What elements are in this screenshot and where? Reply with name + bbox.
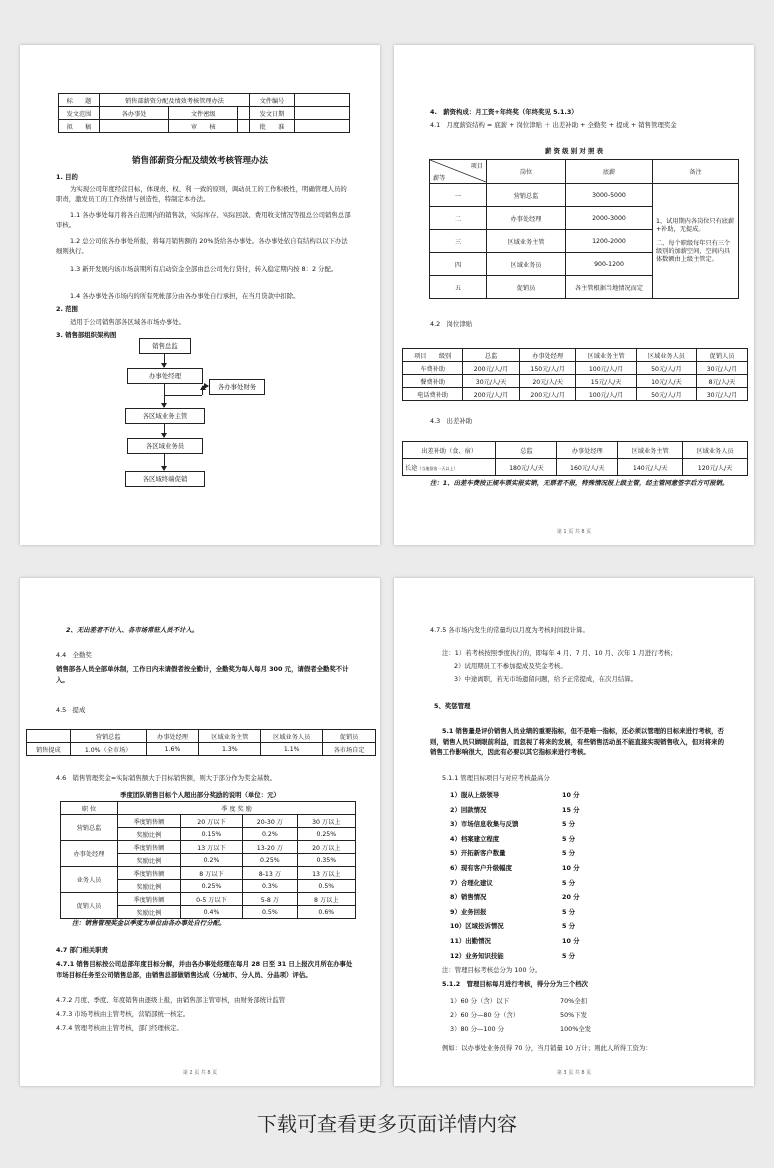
score-item xyxy=(450,790,650,805)
header-cell: 批 准 xyxy=(250,120,295,133)
score-item-points: 5 分 xyxy=(562,849,576,858)
score-item-label: 9）业务回报 xyxy=(450,907,487,916)
header-cell xyxy=(100,120,169,133)
commission-cell: 1.3% xyxy=(199,743,261,756)
grade-header-level: 薪等 xyxy=(433,175,446,182)
grade-note: 1、试用期内各岗位只有底薪+补助，无提成。 xyxy=(656,218,735,233)
commission-header-cell: 促销员 xyxy=(323,730,376,743)
score-item-points: 15 分 xyxy=(562,805,580,814)
paragraph: 4.3 出差补助 xyxy=(430,417,473,425)
salary-grade-table xyxy=(429,159,739,299)
allowance-cell: 10元/人/天 xyxy=(636,375,696,388)
org-node-regional-supervisor: 各区域业务主管 xyxy=(125,408,205,424)
paragraph: 例如：以办事处业务员得 70 分，当月销量 10 万计；则此人所得工资为： xyxy=(442,1044,652,1052)
score-item-label: 6）现有客户升级幅度 xyxy=(450,863,512,872)
travel-row-sub: （当地留宿一天以上） xyxy=(417,465,458,471)
page-footer: 第 3 页 共 8 页 xyxy=(556,1070,592,1076)
header-cell: 文件编号 xyxy=(250,94,295,107)
allowance-cell: 200元/人/月 xyxy=(463,388,520,401)
allowance-cell: 30元/人/月 xyxy=(697,388,748,401)
doc-title: 销售部薪资分配及绩效考核管理办法 xyxy=(131,156,268,166)
travel-header-cell: 总监 xyxy=(496,442,557,459)
grade-note-cell xyxy=(653,184,739,299)
bonus-cell: 0.4% xyxy=(180,906,242,919)
grade-cell: 3000-5000 xyxy=(566,184,653,207)
header-cell xyxy=(295,107,350,120)
bonus-cell: 奖励比例 xyxy=(118,880,181,893)
grade-cell: 促销员 xyxy=(487,276,566,299)
org-connector xyxy=(164,395,202,396)
org-node-regional-salesman: 各区域业务员 xyxy=(127,438,203,454)
score-item xyxy=(450,907,650,922)
allowance-cell: 电话费补助 xyxy=(403,388,463,401)
commission-header-cell: 区域业务人员 xyxy=(261,730,323,743)
note: 注：销售管理奖金以季度为单位由各办事处自行分配。 xyxy=(72,919,226,927)
paragraph: 4.1 月度薪资结构 = 底薪 + 岗位津贴 ＋ 出差补助 + 全勤奖 + 提成 + 销售管理奖金 xyxy=(430,121,677,129)
paragraph: 为实现公司年度经营目标，体现责、权、利 一致的原则，调动员工的工作积极性，明确管理人员的职责，激发员工的工作热情与创造性，特制定本办法。 xyxy=(56,185,347,203)
header-cell: 各办事处 xyxy=(100,107,169,120)
paragraph: 4.7.1 销售目标按公司总部年度目标分解，并由各办事处经理在每月 28 日至 31 日上报次月所在办事处市场目标任务至公司销售总部，由销售总部做销售达成（分城市、分人员、分品项）评估。 xyxy=(56,960,353,979)
allowance-header-cell: 区域业务主管 xyxy=(576,349,636,362)
score-item-label: 5）开拓新客户数量 xyxy=(450,849,506,858)
commission-header-cell: 办事处经理 xyxy=(146,730,199,743)
org-connector xyxy=(202,386,203,395)
allowance-cell: 50元/人/月 xyxy=(636,388,696,401)
allowance-header-cell: 区域业务人员 xyxy=(636,349,696,362)
bonus-cell: 季度销售额 xyxy=(118,815,181,828)
section-heading: 4.7 部门相关职责 xyxy=(56,946,108,954)
tier-item-result: 100%全发 xyxy=(560,1025,592,1033)
score-item xyxy=(450,819,650,834)
paragraph: 4.7.5 各市场内发生的常量均以月度为考核时间段计算。 xyxy=(430,626,589,634)
score-item-points: 20 分 xyxy=(562,893,580,902)
note: 3）中途离职，若无市场遗留问题，给予正常提成，在次月结算。 xyxy=(454,675,638,683)
allowance-header-cell: 总监 xyxy=(463,349,520,362)
grade-cell: 区域业务员 xyxy=(487,253,566,276)
bonus-cell: 13-20 万 xyxy=(243,841,297,854)
bonus-cell: 0.35% xyxy=(297,854,355,867)
paragraph: 4.7.3 市场考核由主管考核，营销部统一核定。 xyxy=(56,1010,190,1018)
bonus-table xyxy=(60,801,356,919)
commission-header-cell xyxy=(27,730,71,743)
commission-cell: 1.1% xyxy=(261,743,323,756)
bonus-cell: 20 万以下 xyxy=(180,815,242,828)
note: 2）试用期员工不参加提成及奖金考核。 xyxy=(454,662,567,670)
travel-cell: 180元/人/天 xyxy=(496,459,557,476)
header-cell: 拟 稿 xyxy=(59,120,100,133)
score-item xyxy=(450,936,650,951)
bonus-header-cell: 季 度 奖 励 xyxy=(118,802,356,815)
travel-cell xyxy=(403,459,496,476)
paragraph: 5.1 销售量是评价销售人员业绩的重要指标，但不是唯一指标，还必须以管理的目标来进行考核，否则，销售人员只顾眼前利益，而忽视了将来的发展，有些销售活动虽不能直接实现销售收入，但对将来的销售工作影响很大，因此有必要以其它指标来进行考核。 xyxy=(430,727,724,756)
section-heading: 1. 目的 xyxy=(56,173,78,181)
travel-header-cell: 区域业务主管 xyxy=(618,442,683,459)
score-item-points: 10 分 xyxy=(562,936,580,945)
allowance-cell: 车费补助 xyxy=(403,362,463,375)
travel-cell: 140元/人/天 xyxy=(618,459,683,476)
allowance-header-cell: 办事处经理 xyxy=(519,349,576,362)
note: 2、无出差者不计入、各市场常驻人员不计入。 xyxy=(66,626,199,634)
score-item-points: 5 分 xyxy=(562,834,576,843)
bonus-role: 业务人员 xyxy=(61,867,118,893)
section-heading: 3. 销售部组织架构图 xyxy=(56,331,117,339)
score-item-points: 5 分 xyxy=(562,820,576,829)
bonus-cell: 0.3% xyxy=(243,880,297,893)
paragraph: 5.1.1 管理目标项目与对应考核最高分 xyxy=(442,774,550,782)
score-item-points: 5 分 xyxy=(562,951,576,960)
score-item xyxy=(450,951,650,966)
section-heading: 4. 薪资构成：月工资+年终奖（年终奖见 5.1.3） xyxy=(430,108,578,116)
commission-cell: 1.6% xyxy=(146,743,199,756)
grade-header-cell: 底薪 xyxy=(566,160,653,184)
commission-cell: 各市场自定 xyxy=(323,743,376,756)
grade-header-cell xyxy=(430,160,487,184)
header-cell: 文件密级 xyxy=(169,107,238,120)
score-item xyxy=(450,921,650,936)
allowance-cell: 100元/人/月 xyxy=(576,362,636,375)
grade-cell: 2000-3000 xyxy=(566,207,653,230)
allowance-cell: 15元/人/天 xyxy=(576,375,636,388)
score-item xyxy=(450,863,650,878)
header-cell: 标 题 xyxy=(59,94,100,107)
page-footer: 第 2 页 共 8 页 xyxy=(182,1070,218,1076)
bonus-cell: 8 万以上 xyxy=(297,893,355,906)
allowance-header-cell: 促销人员 xyxy=(697,349,748,362)
paragraph: 4.5 提成 xyxy=(56,706,86,714)
grade-cell: 二 xyxy=(430,207,487,230)
score-item xyxy=(450,878,650,893)
tier-item-label: 3）80 分—100 分 xyxy=(450,1025,505,1033)
score-item-label: 12）业务知识技能 xyxy=(450,951,504,960)
header-cell: 销售部薪资分配及绩效考核管理办法 xyxy=(100,94,250,107)
travel-cell: 120元/人/天 xyxy=(683,459,748,476)
score-item-points: 5 分 xyxy=(562,907,576,916)
paragraph: 4.6 销售管理奖金=实际销售额大于目标销售额，则大于部分作为奖金基数。 xyxy=(56,774,277,782)
org-connector xyxy=(164,423,165,437)
org-node-office-manager: 办事处经理 xyxy=(127,368,203,384)
bonus-cell: 0.5% xyxy=(297,880,355,893)
bonus-cell: 8-13 万 xyxy=(243,867,297,880)
bonus-cell: 季度销售额 xyxy=(118,893,181,906)
header-cell: 审 核 xyxy=(169,120,238,133)
score-item-label: 4）档案建立程度 xyxy=(450,834,500,843)
grade-cell: 900-1200 xyxy=(566,253,653,276)
document-page-1 xyxy=(20,45,380,545)
allowance-cell: 30元/人/天 xyxy=(463,375,520,388)
bonus-cell: 0.15% xyxy=(180,828,242,841)
paragraph: 1.3 新开发展内该市场前期所有启动资金全部由总公司先行贷付，转入稳定期内按 8：2 分配。 xyxy=(70,265,338,273)
bonus-cell: 0.5% xyxy=(243,906,297,919)
bonus-cell: 8 万以下 xyxy=(180,867,242,880)
bonus-cell: 奖励比例 xyxy=(118,854,181,867)
allowance-table xyxy=(402,348,748,401)
allowance-header-cell: 项目 级别 xyxy=(403,349,463,362)
table-title: 季度团队销售目标个人超出部分奖励的说明（单位：元） xyxy=(120,791,280,799)
bonus-cell: 13 万以上 xyxy=(297,867,355,880)
header-cell: 发文范围 xyxy=(59,107,100,120)
paragraph: 4.2 岗位津贴 xyxy=(430,320,473,328)
bonus-cell: 0.25% xyxy=(297,828,355,841)
tier-item xyxy=(450,996,650,1010)
score-item-label: 2）回款情况 xyxy=(450,805,487,814)
bonus-cell: 0.2% xyxy=(243,828,297,841)
commission-cell: 1.0%（全市场） xyxy=(70,743,146,756)
score-item-points: 10 分 xyxy=(562,863,580,872)
bonus-cell: 季度销售额 xyxy=(118,841,181,854)
score-item xyxy=(450,834,650,849)
travel-cell: 160元/人/天 xyxy=(557,459,618,476)
grade-cell: 办事处经理 xyxy=(487,207,566,230)
paragraph: 1.1 各办事处每月将各自范围内的销售款，实际库存、实际回款、费用收支情况等报总公司销售总部审核。 xyxy=(56,211,351,229)
tier-item xyxy=(450,1024,650,1038)
paragraph: 4.7.2 月度、季度、年度销售由逐级上报，由销售部主管审核，由财务部统计监管 xyxy=(56,996,286,1004)
org-connector xyxy=(202,386,208,387)
score-list xyxy=(450,790,650,965)
bonus-cell: 0.25% xyxy=(180,880,242,893)
bonus-role: 营销总监 xyxy=(61,815,118,841)
bonus-header-cell: 职 位 xyxy=(61,802,118,815)
section-heading: 2. 范围 xyxy=(56,305,78,313)
org-node-terminal-promoter: 各区域终端促销 xyxy=(125,471,205,487)
header-cell xyxy=(238,120,250,133)
grade-cell: 三 xyxy=(430,230,487,253)
org-connector xyxy=(164,353,165,367)
score-item-points: 5 分 xyxy=(562,878,576,887)
commission-header-cell: 营销总监 xyxy=(70,730,146,743)
download-caption: 下载可查看更多页面详情内容 xyxy=(257,1112,517,1136)
score-item-label: 8）销售情况 xyxy=(450,893,487,902)
allowance-cell: 餐费补助 xyxy=(403,375,463,388)
paragraph: 1.2 总公司依各办事处所报，将每月销售额的 20%货给各办事处。各办事处依自有结构以以下办法细则执行。 xyxy=(56,237,348,255)
bonus-role: 办事处经理 xyxy=(61,841,118,867)
org-node-office-finance: 各办事处财务 xyxy=(209,379,265,395)
tier-item xyxy=(450,1010,650,1024)
commission-cell: 销售提成 xyxy=(27,743,71,756)
document-page-2 xyxy=(394,45,754,545)
tier-item-result: 70%全扣 xyxy=(560,997,587,1005)
bonus-cell: 30 万以上 xyxy=(297,815,355,828)
bonus-cell: 0.6% xyxy=(297,906,355,919)
score-item-label: 7）合理化建议 xyxy=(450,878,493,887)
grade-header-cell: 岗位 xyxy=(487,160,566,184)
bonus-cell: 13 万以下 xyxy=(180,841,242,854)
bonus-cell: 0.2% xyxy=(180,854,242,867)
tier-item-result: 50%下发 xyxy=(560,1011,587,1019)
tier-item-label: 1）60 分（含）以下 xyxy=(450,997,509,1005)
org-node-sales-director: 销售总监 xyxy=(139,338,191,354)
allowance-cell: 30元/人/月 xyxy=(697,362,748,375)
grade-cell: 各主管根据当地情况而定 xyxy=(566,276,653,299)
score-item-points: 10 分 xyxy=(562,791,580,799)
commission-table xyxy=(26,729,376,756)
travel-table xyxy=(402,441,748,476)
section-heading: 5、奖惩管理 xyxy=(434,702,471,710)
paragraph: 4.4 全勤奖 xyxy=(56,651,92,659)
allowance-cell: 50元/人/月 xyxy=(636,362,696,375)
score-item-label: 1）服从上级领导 xyxy=(450,791,500,799)
travel-row-label: 长途 xyxy=(405,464,418,472)
document-page-4 xyxy=(394,578,754,1086)
score-item-label: 10）区域投诉情况 xyxy=(450,922,504,931)
grade-header-item: 项目 xyxy=(470,163,483,170)
bonus-cell: 0.25% xyxy=(243,854,297,867)
commission-header-cell: 区域业务主管 xyxy=(199,730,261,743)
header-cell xyxy=(295,120,350,133)
allowance-cell: 8元/人/天 xyxy=(697,375,748,388)
allowance-cell: 200元/人/月 xyxy=(463,362,520,375)
header-cell xyxy=(295,94,350,107)
score-item xyxy=(450,892,650,907)
grade-cell: 营销总监 xyxy=(487,184,566,207)
allowance-cell: 100元/人/月 xyxy=(576,388,636,401)
document-page-3 xyxy=(20,578,380,1086)
grade-cell: 一 xyxy=(430,184,487,207)
bonus-cell: 20-30 万 xyxy=(243,815,297,828)
travel-header-cell: 出差补助（食、宿） xyxy=(403,442,496,459)
bonus-cell: 奖励比例 xyxy=(118,906,181,919)
allowance-cell: 20元/人/天 xyxy=(519,375,576,388)
grade-cell: 区域业务主管 xyxy=(487,230,566,253)
bonus-cell: 奖励比例 xyxy=(118,828,181,841)
note: 注：1）若考核按照季度执行的，即每年 4 月、7 月、10 月、次年 1 月进行考核； xyxy=(442,649,677,657)
header-cell xyxy=(238,107,250,120)
tier-list xyxy=(450,996,650,1038)
table-title: 薪 资 级 别 对 照 表 xyxy=(544,147,604,155)
paragraph: 5.1.2 管理目标每月进行考核，得分分为三个档次 xyxy=(442,980,589,988)
bonus-cell: 季度销售额 xyxy=(118,867,181,880)
org-connector xyxy=(164,453,165,470)
bonus-cell: 5-8 万 xyxy=(243,893,297,906)
paragraph: 1.4 各办事处各市场内的所有死帐部分由各办事处自行承担，在当月贷款中扣除。 xyxy=(70,292,300,300)
paragraph: 适用于公司销售部各区域各市场办事处。 xyxy=(70,318,186,326)
score-item-points: 5 分 xyxy=(562,922,576,931)
grade-header-cell: 备注 xyxy=(653,160,739,184)
score-item-label: 11）出勤情况 xyxy=(450,936,491,945)
paragraph: 4.7.4 管理考核由主管考核，部门经理核定。 xyxy=(56,1024,183,1032)
header-cell: 发文日期 xyxy=(250,107,295,120)
travel-header-cell: 办事处经理 xyxy=(557,442,618,459)
tier-item-label: 2）60 分—80 分（含） xyxy=(450,1011,520,1019)
allowance-cell: 200元/人/月 xyxy=(519,388,576,401)
paragraph: 注：管理目标考核总分为 100 分。 xyxy=(442,966,542,974)
travel-header-cell: 区域业务人员 xyxy=(683,442,748,459)
bonus-cell: 0-5 万以下 xyxy=(180,893,242,906)
bonus-cell: 20 万以上 xyxy=(297,841,355,854)
paragraph: 销售部各人员全部单休制，工作日内未请假者按全勤计，全勤奖为每人每月 300 元，请假者全勤奖不计入。 xyxy=(56,665,349,684)
bonus-role: 促销人员 xyxy=(61,893,118,919)
score-item xyxy=(450,805,650,820)
grade-cell: 1200-2000 xyxy=(566,230,653,253)
score-item xyxy=(450,848,650,863)
travel-note: 注：1、出差车费按正规车票实报实销，无票者不报，特殊情况报上级主管，经主管同意签字后方可报销。 xyxy=(430,479,729,487)
score-item-label: 3）市场信息收集与反馈 xyxy=(450,820,519,829)
allowance-cell: 150元/人/月 xyxy=(519,362,576,375)
grade-note: 二、每个职级每年只有三个级别的加薪空间，空间内具体数额由上级主管定。 xyxy=(656,240,731,263)
grade-cell: 五 xyxy=(430,276,487,299)
header-table xyxy=(58,93,350,133)
grade-cell: 四 xyxy=(430,253,487,276)
page-footer: 第 1 页 共 8 页 xyxy=(556,529,592,535)
